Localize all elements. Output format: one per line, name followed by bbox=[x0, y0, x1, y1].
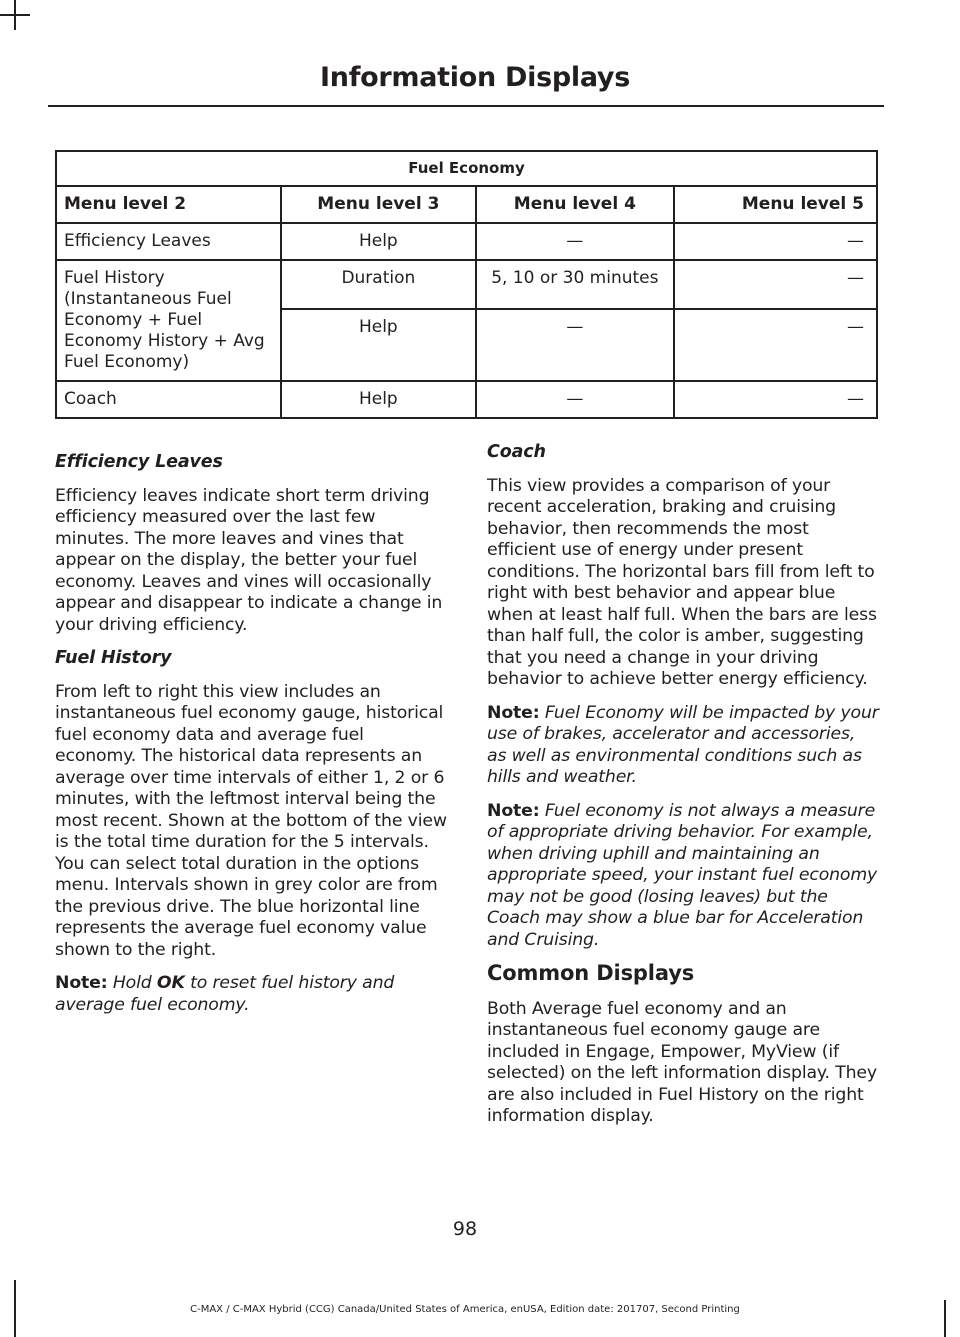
heading-coach: Coach bbox=[487, 442, 546, 462]
table-cell: — bbox=[476, 223, 673, 260]
col-header: Menu level 4 bbox=[476, 186, 673, 223]
table-cell: 5, 10 or 30 minutes bbox=[476, 260, 673, 309]
note-driving-behavior bbox=[487, 801, 879, 952]
crop-mark bbox=[944, 1300, 946, 1337]
table-cell: — bbox=[476, 381, 673, 418]
table-cell: — bbox=[476, 309, 673, 381]
page-number: 98 bbox=[452, 1218, 478, 1240]
table-row bbox=[56, 223, 877, 260]
note-text-post: to reset fuel history and average fuel economy. bbox=[55, 973, 395, 1015]
table-cell: Help bbox=[281, 309, 477, 381]
note-label: Note: bbox=[487, 702, 540, 723]
crop-mark bbox=[0, 14, 30, 16]
col-header: Menu level 2 bbox=[56, 186, 281, 223]
table-cell: Help bbox=[281, 381, 477, 418]
table-cell: — bbox=[674, 223, 877, 260]
note-text-pre: Hold bbox=[112, 973, 152, 993]
table-header-row bbox=[56, 186, 877, 223]
right-column bbox=[487, 442, 879, 1140]
table-cell: Duration bbox=[281, 260, 477, 309]
note-label: Note: bbox=[55, 973, 108, 993]
note-fuel-economy-impact bbox=[487, 703, 879, 789]
table-cell: Efficiency Leaves bbox=[56, 223, 281, 260]
table-cell: Fuel History (Instantaneous Fuel Economy + Fuel Economy History + Avg Fuel Economy) bbox=[56, 260, 281, 381]
table-row bbox=[56, 381, 877, 418]
table-cell: — bbox=[674, 381, 877, 418]
table-row bbox=[56, 260, 877, 309]
ok-button-label: OK bbox=[156, 973, 185, 993]
note-text: Fuel economy is not always a measure of appropriate driving behavior. For example, when driving uphill and maintaining an appropriate speed, your instant fuel economy may not be good (losing leaves) but the Coach may show a blue bar for Acceleration and Cruising. bbox=[487, 800, 878, 950]
note-text: Fuel Economy will be impacted by your use of brakes, accelerator and accessories, as well as environmental conditions such as hills and weather. bbox=[487, 702, 879, 787]
paragraph-efficiency-leaves: Efficiency leaves indicate short term driving efficiency measured over the last few minutes. The more leaves and vines that appear on the display, the better your fuel economy. Leaves and vines will occasionally appear and disappear to indicate a change in your driving efficiency. bbox=[55, 485, 443, 635]
page-title: Information Displays bbox=[320, 62, 630, 93]
paragraph-fuel-history: From left to right this view includes an instantaneous fuel economy gauge, historical fuel economy data and average fuel economy. The historical data represents an average over time intervals of either 1, 2 or 6 minutes, with the leftmost interval being the most recent. Shown at the bottom of the view is the total time duration for the 5 intervals. You can select total duration in the options menu. Intervals shown in grey color are from the previous drive. The blue horizontal line represents the average fuel economy value shown to the right. bbox=[55, 681, 447, 960]
header-rule bbox=[48, 105, 884, 107]
fuel-economy-table bbox=[55, 150, 878, 419]
table-caption: Fuel Economy bbox=[56, 151, 877, 186]
heading-fuel-history: Fuel History bbox=[55, 648, 172, 668]
edition-footer: C-MAX / C-MAX Hybrid (CCG) Canada/United States of America, enUSA, Edition date: 201707, Second Printing bbox=[190, 1304, 740, 1315]
note-label: Note: bbox=[487, 800, 540, 821]
left-column bbox=[55, 452, 447, 1028]
table-cell: Help bbox=[281, 223, 477, 260]
paragraph-coach: This view provides a comparison of your recent acceleration, braking and cruising behavior, then recommends the most efficient use of energy under present conditions. The horizontal bars fill from left to right with best behavior and appear blue when at least half full. When the bars are less than half full, the color is amber, suggesting that you need a change in your driving behavior to achieve better energy efficiency. bbox=[487, 475, 877, 689]
note-reset-fuel-history bbox=[55, 973, 447, 1016]
col-header: Menu level 5 bbox=[674, 186, 877, 223]
table-cell: Coach bbox=[56, 381, 281, 418]
table-cell: — bbox=[674, 260, 877, 309]
paragraph-common-displays: Both Average fuel economy and an instantaneous fuel economy gauge are included in Engage, Empower, MyView (if selected) on the left information display. They are also included in Fuel History on the right information display. bbox=[487, 998, 877, 1126]
col-header: Menu level 3 bbox=[281, 186, 477, 223]
heading-efficiency-leaves: Efficiency Leaves bbox=[55, 452, 223, 472]
table-cell: — bbox=[674, 309, 877, 381]
heading-common-displays: Common Displays bbox=[487, 961, 695, 985]
